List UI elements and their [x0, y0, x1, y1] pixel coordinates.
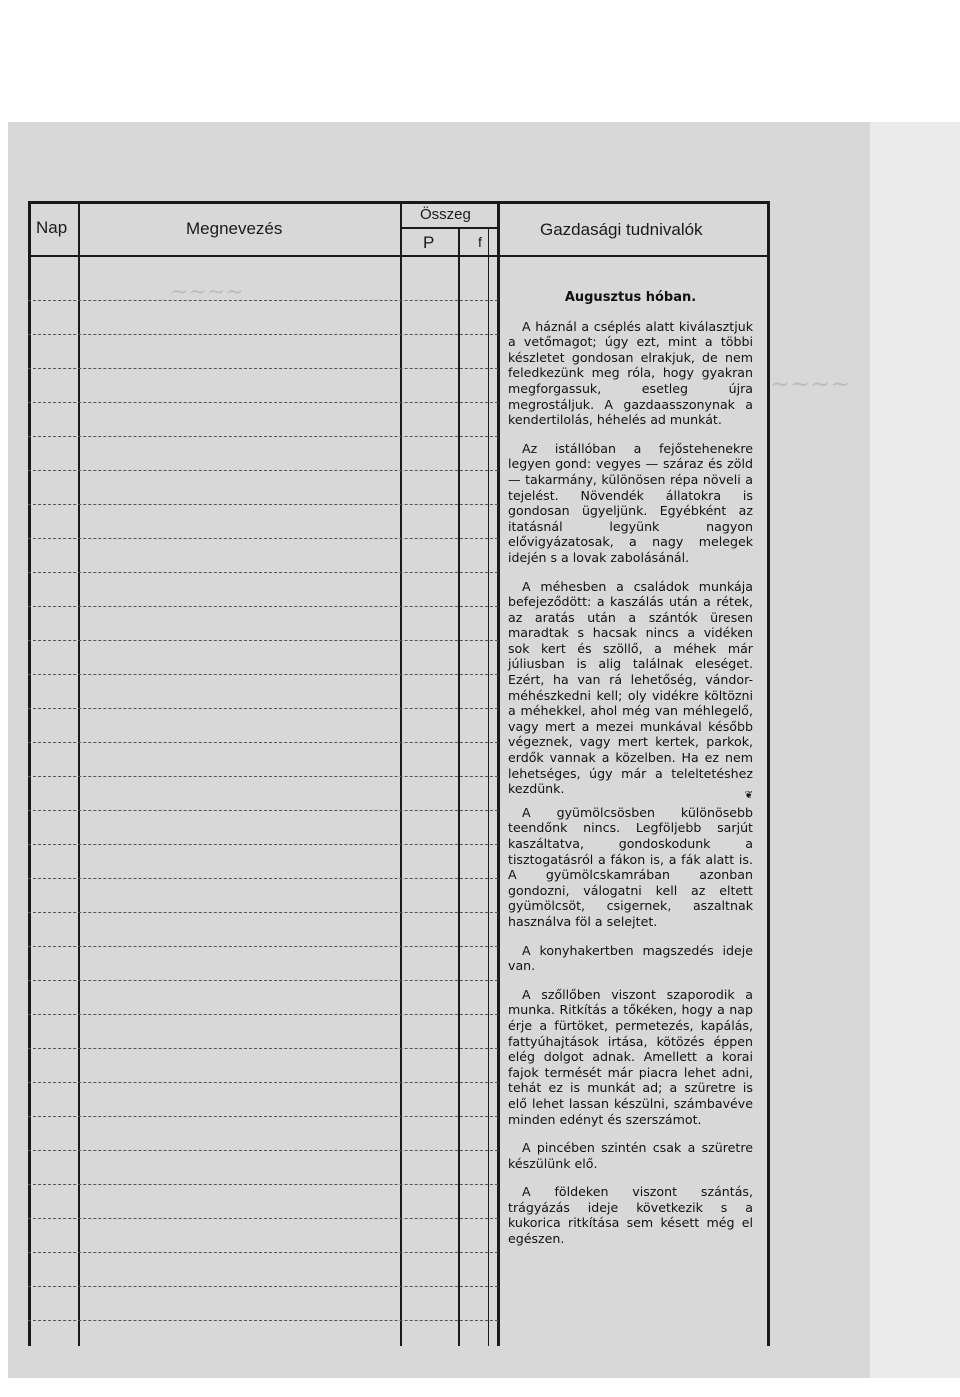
row-rule [28, 1184, 498, 1185]
header-total: Összeg [420, 206, 471, 223]
frame-top [28, 201, 770, 204]
row-rule [28, 674, 498, 675]
header-bottom-rule [28, 255, 770, 257]
row-rule [28, 878, 498, 879]
bleed-through-mark: ~~~~ [170, 280, 244, 305]
row-rule [28, 1082, 498, 1083]
col-divider-pf [458, 228, 460, 1346]
col-divider-total [497, 201, 500, 1346]
row-rule [28, 1014, 498, 1015]
row-rule [28, 810, 498, 811]
header-name: Megnevezés [186, 219, 283, 238]
row-rule [28, 640, 498, 641]
paragraph-foldek: A földeken viszont szántás, trágyázás ideje következik s a kukorica ritkítása sem késett még el egészen. [508, 1184, 753, 1247]
row-rule [28, 742, 498, 743]
paragraph-istallo: Az istállóban a fejőstehenekre legyen gond: vegyes — száraz és zöld — takarmány, különösen répa növeli a tejelést. Növendék állatokra is gondosan ügyeljünk. Egyébként az itatásnál legyünk nagyon elővigyázatosak, a nagy melegek idején s a lovak zabolásánál. [508, 440, 753, 565]
info-column [508, 290, 753, 1260]
row-rule [28, 572, 498, 573]
total-subheader-rule [400, 227, 498, 229]
row-rule [28, 1048, 498, 1049]
page-edge [870, 122, 960, 1378]
ornament-icon: ❦ [744, 789, 753, 801]
frame-left [28, 201, 31, 1346]
row-rule [28, 912, 498, 913]
row-rule [28, 844, 498, 845]
row-rule [28, 1218, 498, 1219]
row-rule [28, 538, 498, 539]
header-filler: f [478, 234, 482, 250]
header-day: Nap [36, 218, 68, 237]
row-rule [28, 504, 498, 505]
row-rule [28, 436, 498, 437]
paragraph-konyhakert: A konyhakertben magszedés ideje van. [508, 942, 753, 974]
row-rule [28, 708, 498, 709]
row-rule [28, 300, 498, 301]
article-title: Augusztus hóban. [564, 290, 697, 305]
row-rule [28, 1150, 498, 1151]
row-rule [28, 470, 498, 471]
row-rule [28, 1116, 498, 1117]
row-rule [28, 1320, 498, 1321]
row-rule [28, 776, 498, 777]
header-pengo: P [423, 233, 435, 252]
row-rule [28, 1286, 498, 1287]
row-rule [28, 606, 498, 607]
col-divider-day [78, 201, 80, 1346]
row-rule [28, 402, 498, 403]
paragraph-meheszet: A méhesben a családok munkája befejeződött: a kaszálás után a rétek, az aratás után a szántók üresen maradtak s hacsak nincs a vidéken sok kert és szöllő, a méhek már júliusban is alig találnak eleséget. Ezért, ha van rá lehetőség, vándor-méhészkedni kell; oly vidékre költözni a méhekkel, ahol még van méhlegelő, vagy mert a mezei munkával később végeznek, vagy mert kertek, parkok, erdők vannak a közelben. Ha ez nem lehetséges, úgy már a teleltetéshez kezdünk. [508, 578, 753, 797]
row-rule [28, 334, 498, 335]
col-divider-total-inner [488, 228, 489, 1346]
paragraph-szollo: A szőllőben viszont szaporodik a munka. Ritkítás a tőkéken, hogy a nap érje a fürtöket, permetezés, kapálás, fattyúhajtások irtása, kötözés éppen elég dolgot adnak. Amellett a korai fajok termését már piacra lehet adni, tehát ez is munkát ad; a szüretre is elő lehet lassan készülni, számbavéve minden edényt és szerszámot. [508, 986, 753, 1127]
col-divider-name [400, 201, 402, 1346]
frame-right [767, 201, 770, 1346]
row-rule [28, 946, 498, 947]
bleed-through-mark: ~~~~ [770, 370, 851, 398]
row-rule [28, 1252, 498, 1253]
paragraph-gyumolcsos: A gyümölcsösben különösebb teendőnk nincs. Legföljebb sarjút kaszáltatva, gondoskodunk a tisztogatásról a fákon is, a fák alatt is. A gyümölcskamrában azonban gondozni, válogatni kell az eltett gyümölcsöt, csigernek, aszaltnak használva föl a selejtet. [508, 804, 753, 929]
row-rule [28, 368, 498, 369]
row-rule [28, 980, 498, 981]
paragraph-pince: A pincében szintén csak a szüretre készülünk elő. [508, 1140, 753, 1171]
paragraph-haznal: A háznál a cséplés alatt kiválasztjuk a vetőmagot; úgy ezt, mint a többi készletet gondosan elrakjuk, de nem feledkezünk meg róla, hogy gyakran megforgassuk, esetleg újra megrostáljuk. A gazdaasszonynak a kendertilolás, héhelés ad munkát. [508, 318, 753, 428]
header-info: Gazdasági tudnivalók [540, 220, 703, 239]
